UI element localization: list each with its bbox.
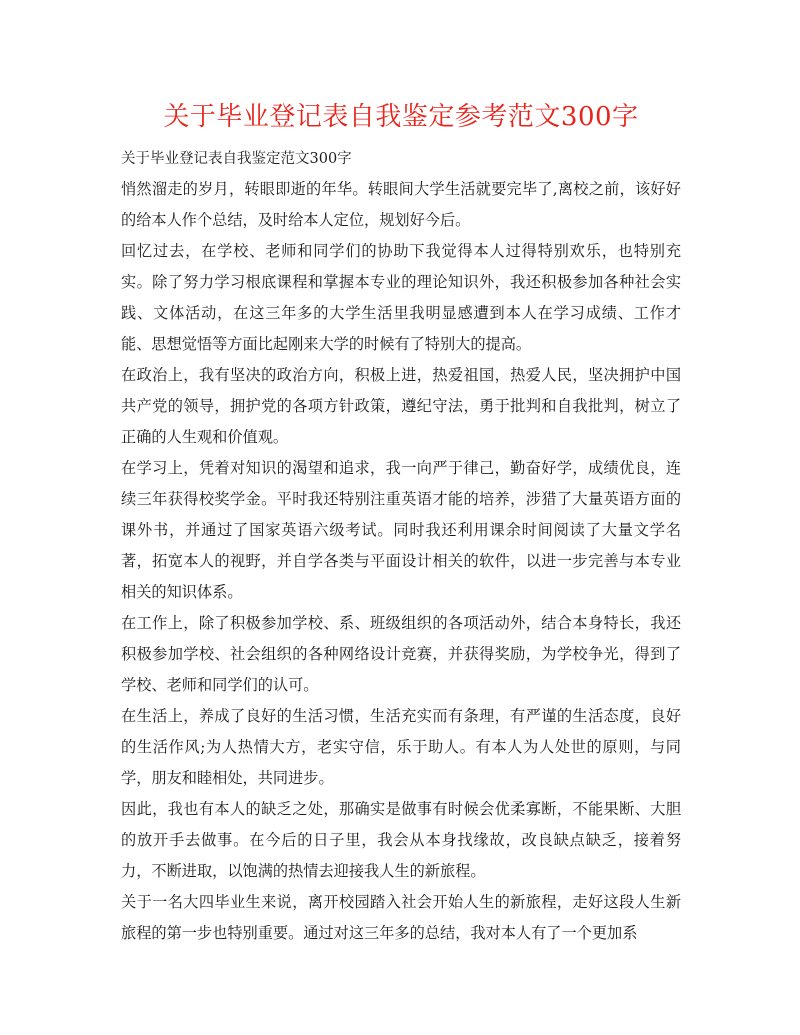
document-page	[121, 100, 681, 949]
paragraph-review: 回忆过去，在学校、老师和同学们的协助下我觉得本人过得特别欢乐，也特别充实。除了努力学习根底课程和掌握本专业的理论知识外，我还积极参加各种社会实践、文体活动，在这三年多的大学生活里我明显感遭到本人在学习成绩、工作才能、思想觉悟等方面比起刚来大学的时候有了特别大的提高。	[121, 242, 681, 353]
paragraph-shortcomings: 因此，我也有本人的缺乏之处，那确实是做事有时候会优柔寡断，不能果断、大胆的放开手去做事。在今后的日子里，我会从本身找缘故，改良缺点缺乏，接着努力，不断进取，以饱满的热情去迎接我人生的新旅程。	[121, 800, 681, 880]
paragraph-opening: 悄然溜走的岁月，转眼即逝的年华。转眼间大学生活就要完毕了,离校之前，该好好的给本人作个总结，及时给本人定位，规划好今后。	[121, 180, 681, 229]
paragraph-conclusion: 关于一名大四毕业生来说，离开校园踏入社会开始人生的新旅程，走好这段人生新旅程的第一步也特别重要。通过对这三年多的总结，我对本人有了一个更加系	[121, 893, 681, 942]
document-subtitle: 关于毕业登记表自我鉴定范文300字	[121, 151, 352, 167]
paragraph-work: 在工作上，除了积极参加学校、系、班级组织的各项活动外，结合本身特长，我还积极参加学校、社会组织的各种网络设计竞赛，并获得奖励，为学校争光，得到了学校、老师和同学们的认可。	[121, 614, 681, 694]
paragraph-study: 在学习上，凭着对知识的渴望和追求，我一向严于律己，勤奋好学，成绩优良，连续三年获得校奖学金。平时我还特别注重英语才能的培养，涉猎了大量英语方面的课外书，并通过了国家英语六级考试。同时我还利用课余时间阅读了大量文学名著，拓宽本人的视野，并自学各类与平面设计相关的软件，以进一步完善与本专业相关的知识体系。	[121, 459, 681, 601]
paragraph-politics: 在政治上，我有坚决的政治方向，积极上进，热爱祖国，热爱人民，坚决拥护中国共产党的领导，拥护党的各项方针政策，遵纪守法，勇于批判和自我批判，树立了正确的人生观和价值观。	[121, 366, 681, 446]
document-title: 关于毕业登记表自我鉴定参考范文300字	[163, 102, 639, 132]
paragraph-life: 在生活上，养成了良好的生活习惯，生活充实而有条理，有严谨的生活态度，良好的生活作风;为人热情大方，老实守信，乐于助人。有本人为人处世的原则，与同学，朋友和睦相处，共同进步。	[121, 707, 681, 787]
document-body	[121, 174, 681, 949]
